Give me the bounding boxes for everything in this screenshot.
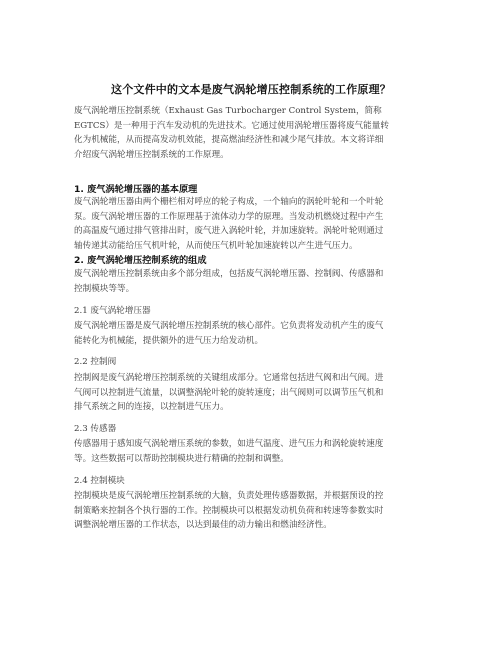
subsection-2-3-heading: 2.3 传感器 <box>74 424 117 434</box>
body-line: 制策略来控制各个执行器的工作。控制模块可以根据发动机负荷和转速等参数实时 <box>74 505 384 516</box>
subsection-2-4-body <box>74 489 430 533</box>
body-line: 等。这些数据可以帮助控制模块进行精确的控制和调整。 <box>74 453 289 464</box>
subsection-2-1-heading: 2.1 废气涡轮增压器 <box>74 306 151 316</box>
body-line: 气阀可以控制进气流量，以调整涡轮叶轮的旋转速度；出气阀则可以调节压气机和 <box>74 387 384 398</box>
subsection-2-2-body <box>74 371 430 415</box>
intro-paragraph <box>74 104 430 162</box>
body-line: 控制模块是废气涡轮增压控制系统的大脑，负责处理传感器数据，并根据预设的控 <box>74 491 384 501</box>
subsection-2-1-body <box>74 319 430 348</box>
section-1-body <box>74 195 430 253</box>
intro-line: 化为机械能，从而提高发动机效能，提高燃油经济性和减少尾气排放。本文将详细 <box>74 135 384 146</box>
section-2-heading: 2. 废气涡轮增压控制系统的组成 <box>74 255 207 266</box>
body-line: 排气系统之间的连接，以控制进气压力。 <box>74 402 229 413</box>
section-1-heading: 1. 废气涡轮增压器的基本原理 <box>74 184 198 195</box>
body-line: 传感器用于感知废气涡轮增压系统的参数，如进气温度、进气压力和涡轮旋转速度 <box>74 439 384 449</box>
body-line: 废气涡轮增压器由两个栅栏相对呼应的轮子构成，一个轴向的涡轮叶轮和一个叶轮 <box>74 197 384 207</box>
intro-line: 废气涡轮增压控制系统（Exhaust Gas Turbocharger Control System，简称 <box>74 106 382 116</box>
body-line: 控制模块等等。 <box>74 283 135 294</box>
body-line: 能转化为机械能，提供额外的进气压力给发动机。 <box>74 335 264 346</box>
subsection-2-2-heading: 2.2 控制阀 <box>74 357 117 367</box>
body-line: 调整涡轮增压器的工作状态，以达到最佳的动力输出和燃油经济性。 <box>74 520 332 531</box>
body-line: 轴传递其动能给压气机叶轮，从而使压气机叶轮加速旋转以产生进气压力。 <box>74 240 358 251</box>
intro-line: 介绍废气涡轮增压控制系统的工作原理。 <box>74 149 229 160</box>
body-line: 泵。废气涡轮增压器的工作原理基于流体动力学的原理。当发动机燃烧过程中产生 <box>74 211 384 222</box>
intro-line: EGTCS）是一种用于汽车发动机的先进技术。它通过使用涡轮增压器将废气能量转 <box>74 120 389 131</box>
section-2-body <box>74 267 430 296</box>
body-line: 废气涡轮增压器是废气涡轮增压控制系统的核心部件。它负责将发动机产生的废气 <box>74 321 384 331</box>
document-title: 这个文件中的文本是废气涡轮增压控制系统的工作原理？ <box>111 83 391 96</box>
body-line: 的高温废气通过排气管排出时，废气进入涡轮叶轮，并加速旋转。涡轮叶轮则通过 <box>74 226 384 237</box>
body-line: 控制阀是废气涡轮增压控制系统的关键组成部分。它通常包括进气阀和出气阀。进 <box>74 373 384 383</box>
subsection-2-4-heading: 2.4 控制模块 <box>74 476 125 486</box>
subsection-2-3-body <box>74 437 430 466</box>
body-line: 废气涡轮增压控制系统由多个部分组成，包括废气涡轮增压器、控制阀、传感器和 <box>74 269 384 279</box>
